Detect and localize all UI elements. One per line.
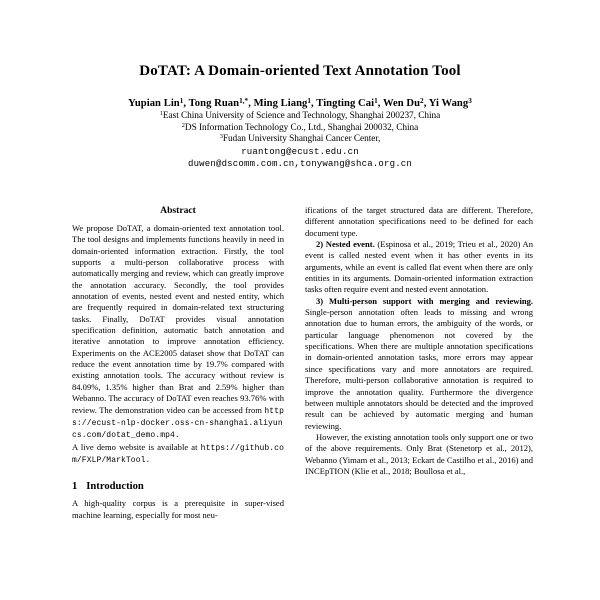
left-column (72, 205, 284, 521)
introduction-section-number: 1 (72, 481, 78, 493)
right-column (305, 205, 533, 477)
author-3-affil-marker: 1 (307, 96, 312, 105)
author-2: Tong Ruan (188, 98, 240, 109)
affiliation-2 (60, 123, 540, 135)
author-2-affil-marker: 1,* (239, 96, 249, 105)
author-6-affil-marker: 3 (468, 96, 472, 105)
authors-line: Yupian Lin$^1$, Tong Ruan$^{1,*}$, Ming Liang$^1$, Tingting Cai$^1$, Wen Du$^2$, Yi Wang$^3$ (128, 96, 472, 109)
author-1-affil-marker: 1 (179, 96, 184, 105)
introduction-heading (72, 480, 284, 493)
right-continued-paragraph: ifications of the target structured data are different. Therefore, different annotation specifications need to be defined for each document type. (305, 205, 533, 238)
affiliation-2-marker: 2 (181, 121, 185, 129)
demo-website-url[interactable]: https://github.com/FXLP/MarkTool. (72, 443, 284, 465)
author-5-affil-marker: 2 (420, 96, 424, 105)
requirement-item-3 (305, 296, 533, 432)
requirement-item-2 (305, 239, 533, 296)
abstract-text: We propose DoTAT, a domain-oriented text annotation tool. The tool designs and implements functions heavily in need in domain-oriented information extraction. Firstly, the tool supports a multi-person collaborative process with automatically merging and review, which can greatly improve the annotation accuracy. Secondly, the tool provides annotation of events, nested event and nested entity, which are frequently required in domain-related text structuring tasks. Finally, DoTAT provides visual annotation specification definition, automatic batch annotation and iterative annotation to improve annotation efficiency. Experiments on the ACE2005 dataset show that DoTAT can reduce the event annotation time by 19.7% compared with existing annotation tools. The accuracy without review is 84.09%, 1.35% higher than Brat and 2.59% higher than Webanno. The accuracy of DoTAT even reaches 93.76% with review. The demonstration video can be accessed from (72, 223, 284, 415)
requirement-item-3-text: Single-person annotation often leads to missing and wrong annotation due to human errors, the ambiguity of the words, or particular language phenomenon not covered by the specifications. When there are multiple annotation specifications in domain-oriented annotation tasks, more errors may appear since specifications vary and more annotators are required. Therefore, multi-person collaborative annotation is required to improve the annotation quality. Furthermore the divergence between multiple annotators should be detected and the improved result can be achieved by automatic merging and human reviewing. (305, 307, 533, 431)
author-1: Yupian Lin (128, 98, 180, 109)
author-6: Yi Wang (428, 98, 469, 109)
requirement-item-2-label: 2) Nested event. (316, 239, 375, 250)
requirement-item-2-text: (Espinosa et al., 2019; Trieu et al., 2020) An event is called nested event when it has other events in its arguments, while an event is called flat event when there are only entities in its arguments. Domain-oriented information extraction tasks often require event and nested event annotation. (305, 239, 533, 295)
affiliation-1 (60, 111, 540, 123)
email-line-2: duwen@dscomm.com.cn,tonywang@shca.org.cn (187, 159, 413, 170)
affiliation-3-text: Fudan University Shanghai Cancer Center, (222, 134, 381, 145)
affiliation-3-marker: 3 (219, 133, 223, 141)
author-3: Ming Liang (253, 98, 308, 109)
title-block (60, 62, 540, 171)
abstract-demo-text: A live demo website is available at (72, 441, 201, 452)
introduction-heading-text: Introduction (86, 481, 144, 493)
demo-video-url[interactable]: https://ecust-nlp-docker.oss-cn-shanghai.aliyuncs.com/dotat_demo.mp4. (72, 406, 284, 441)
affiliation-1-text: East China University of Science and Technology, Shanghai 200237, China (162, 111, 441, 121)
affiliation-2-text: DS Information Technology Co., Ltd., Shanghai 200032, China (184, 122, 419, 133)
affiliation-1-marker: 1 (159, 110, 163, 118)
author-4: Tingting Cai (316, 98, 375, 109)
affiliation-3 (60, 134, 540, 146)
however-paragraph: However, the existing annotation tools only support one or two of the above requirements. Only Brat (Stenetorp et al., 2012), Webanno (Yimam et al., 2013; Eckart de Castilho et al., 2016) and INCEpTION (Klie et al., 2018; Boullosa et al., (305, 431, 533, 476)
abstract-paragraph (72, 223, 284, 442)
email-line-1: ruantong@ecust.edu.cn (241, 146, 359, 157)
abstract-demo-paragraph (72, 442, 284, 467)
author-4-affil-marker: 1 (374, 96, 378, 105)
page-title: DoTAT: A Domain-oriented Text Annotation Tool (139, 63, 461, 79)
requirement-item-3-label: 3) Multi-person support with merging and reviewing. (316, 295, 533, 306)
author-5: Wen Du (382, 98, 421, 109)
abstract-heading: Abstract (160, 205, 196, 216)
introduction-paragraph-1: A high-quality corpus is a prerequisite in super-vised machine learning, especially for most neu- (72, 498, 284, 520)
